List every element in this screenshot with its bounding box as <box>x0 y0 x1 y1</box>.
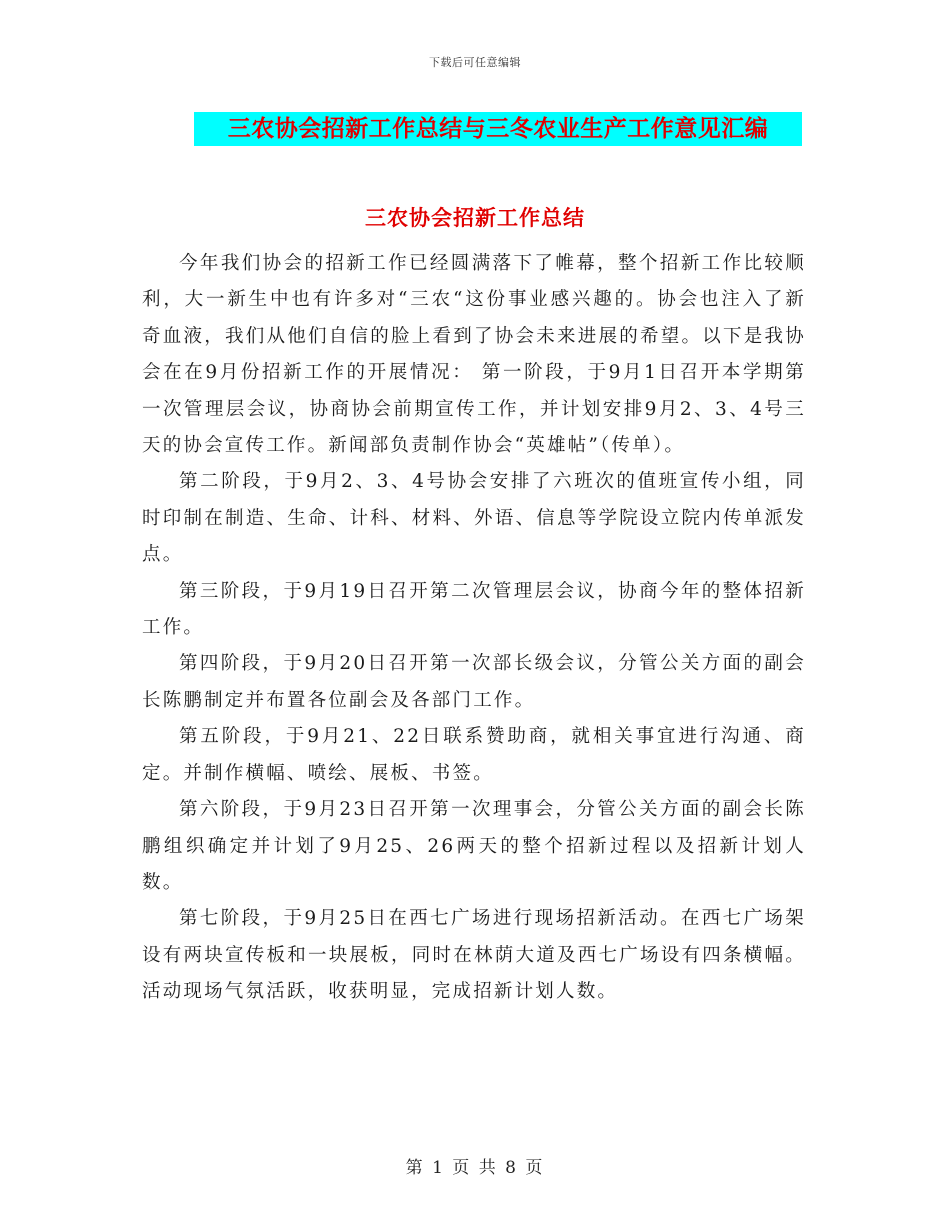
paragraph: 第四阶段，于9月20日召开第一次部长级会议，分管公关方面的副会长陈鹏制定并布置各位副会及各部门工作。 <box>142 653 806 711</box>
paragraph: 第三阶段，于9月19日召开第二次管理层会议，协商今年的整体招新工作。 <box>142 580 806 639</box>
paragraph: 今年我们协会的招新工作已经圆满落下了帷幕，整个招新工作比较顺利，大一新生中也有许多对“三农“这份事业感兴趣的。协会也注入了新奇血液，我们从他们自信的脸上看到了协会未来进展的希望。以下是我协会在在9月份招新工作的开展情况： 第一阶段，于9月1日召开本学期第一次管理层会议，协商协会前期宣传工作，并计划安排9月2、3、4号三天的协会宣传工作。新闻部负责制作协会“英雄帖”（传单）。 <box>142 253 806 457</box>
document-title: 三农协会招新工作总结与三冬农业生产工作意见汇编 <box>194 112 802 146</box>
paragraph: 第六阶段，于9月23日召开第一次理事会，分管公关方面的副会长陈鹏组织确定并计划了9月25、26两天的整个招新过程以及招新计划人数。 <box>142 799 806 893</box>
paragraph: 第五阶段，于9月21、22日联系赞助商，就相关事宜进行沟通、商定。并制作横幅、喷绘、展板、书签。 <box>142 726 806 784</box>
header-note: 下载后可任意编辑 <box>429 56 521 69</box>
body-text <box>142 246 806 1011</box>
paragraph: 第七阶段，于9月25日在西七广场进行现场招新活动。在西七广场架设有两块宣传板和一块展板，同时在林荫大道及西七广场设有四条横幅。活动现场气氛活跃，收获明显，完成招新计划人数。 <box>142 908 806 1003</box>
section-title: 三农协会招新工作总结 <box>365 205 585 230</box>
paragraph: 第二阶段，于9月2、3、4号协会安排了六班次的值班宣传小组，同时印制在制造、生命、计科、材料、外语、信息等学院设立院内传单派发点。 <box>142 471 806 566</box>
page-number-footer: 第 1 页 共 8 页 <box>405 1158 545 1178</box>
